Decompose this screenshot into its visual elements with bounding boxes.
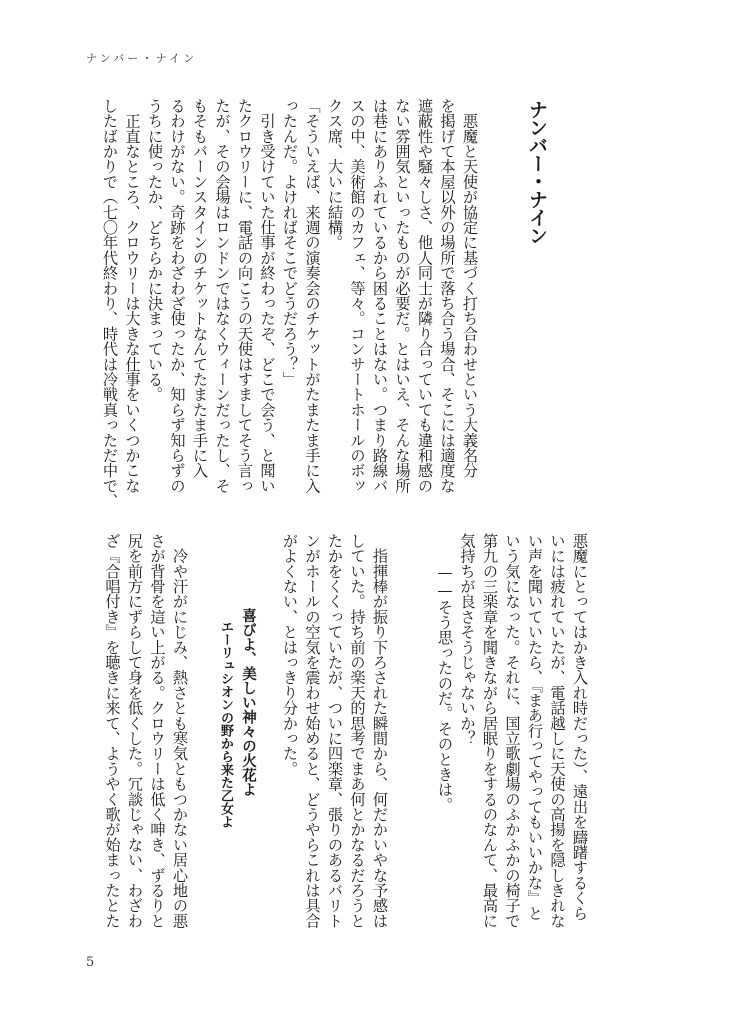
- text-line: していた。持ち前の楽天的思考でまあ何とかなるだろうと: [348, 533, 367, 929]
- text-line: 「そういえば、来週の演奏会のチケットがたまたま手に入: [303, 98, 322, 494]
- text-line: 冷や汗がにじみ、熱さとも寒気ともつかない居心地の悪: [171, 533, 189, 929]
- text-line: ンがホールの空気を震わせ始めると、どうやらこれは具合: [303, 533, 322, 929]
- text-line: もそもバーンスタインのチケットなんてたまたま手に入: [191, 98, 209, 478]
- page-number: 5: [86, 955, 95, 970]
- text-line: たクロウリーに、電話の向こうの天使はすましてそう言っ: [236, 98, 254, 494]
- lyric-line: エーリュシオンの野から来た乙女よ: [218, 620, 233, 828]
- text-line: さが背骨を這い上がる。クロウリーは低く呻き、ずるりと: [148, 533, 167, 929]
- text-line: うちに使ったか、どちらかに決まっている。: [146, 98, 164, 402]
- text-line: 指揮棒が振り下ろされた瞬間から、何だかいやな予感は: [371, 533, 389, 929]
- text-line: ったんだ。よければそこでどうだろう？」: [281, 98, 299, 387]
- text-line: 正直なところ、クロウリーは大きな仕事をいくつかこな: [123, 98, 142, 494]
- chapter-title: ナンバー・ナイン: [526, 100, 548, 244]
- running-header: ナンバー・ナイン: [86, 52, 198, 65]
- text-line: たが、その会場はロンドンではなくウィーンだったし、そ: [213, 98, 232, 494]
- text-line: ざ『合唱付き』を聴きに来て、ようやく歌が始まったとた: [103, 533, 122, 929]
- text-line: 遮蔽性や騒々しさ、他人同士が隣り合っていても違和感の: [416, 98, 434, 494]
- lyric-line: 喜びよ、美しい神々の火花よ: [240, 608, 256, 797]
- text-line: いう気になった。それに、国立歌劇場のふかふかの椅子で: [503, 533, 522, 929]
- text-line: したばかりで（七〇年代終わり、時代は冷戦真っただ中で、: [101, 98, 119, 509]
- text-line: を掲げて本屋以外の場所で落ち合う場合、そこには適度な: [438, 98, 457, 494]
- text-line: たかをくくっていたが、ついに四楽章、張りのあるバリト: [326, 533, 344, 929]
- text-line: 悪魔にとってはかき入れ時だった）、遠出を躊躇するくら: [571, 533, 589, 921]
- text-line: は巷にありふれているから困ることはない。つまり路線バ: [371, 98, 389, 494]
- text-line: ——そう思ったのだ。そのときは。: [436, 533, 454, 813]
- text-line: 引き受けていた仕事が終わったぞ、どこで会う、と聞い: [258, 98, 277, 494]
- text-line: スの中、美術館のカフェ、等々。コンサートホールのボッ: [348, 98, 367, 494]
- text-line: ない雰囲気といったものが必要だ。とはいえ、そんな場所: [393, 98, 412, 494]
- text-line: い声を聞いていたら、『まあ行ってやってもいいかな』と: [526, 533, 544, 921]
- text-line: いには疲れていたが、電話越しに天使の高揚を隠しきれな: [548, 533, 567, 929]
- text-line: るわけがない。奇跡をわざわざ使ったか、知らず知らずの: [168, 98, 187, 494]
- text-line: がよくない、とはっきり分かった。: [281, 533, 299, 777]
- text-line: 悪魔と天使が協定に基づく打ち合わせという大義名分: [461, 98, 479, 478]
- text-line: 第九の三楽章を聞きながら居眠りをするのなんて、最高に: [481, 533, 499, 929]
- text-line: クス席、大いに結構。: [326, 98, 344, 250]
- text-line: 尻を前方にずらして身を低くした。冗談じゃない、わざわ: [126, 533, 144, 929]
- text-line: 気持ちが良さそうじゃないか？: [458, 533, 477, 746]
